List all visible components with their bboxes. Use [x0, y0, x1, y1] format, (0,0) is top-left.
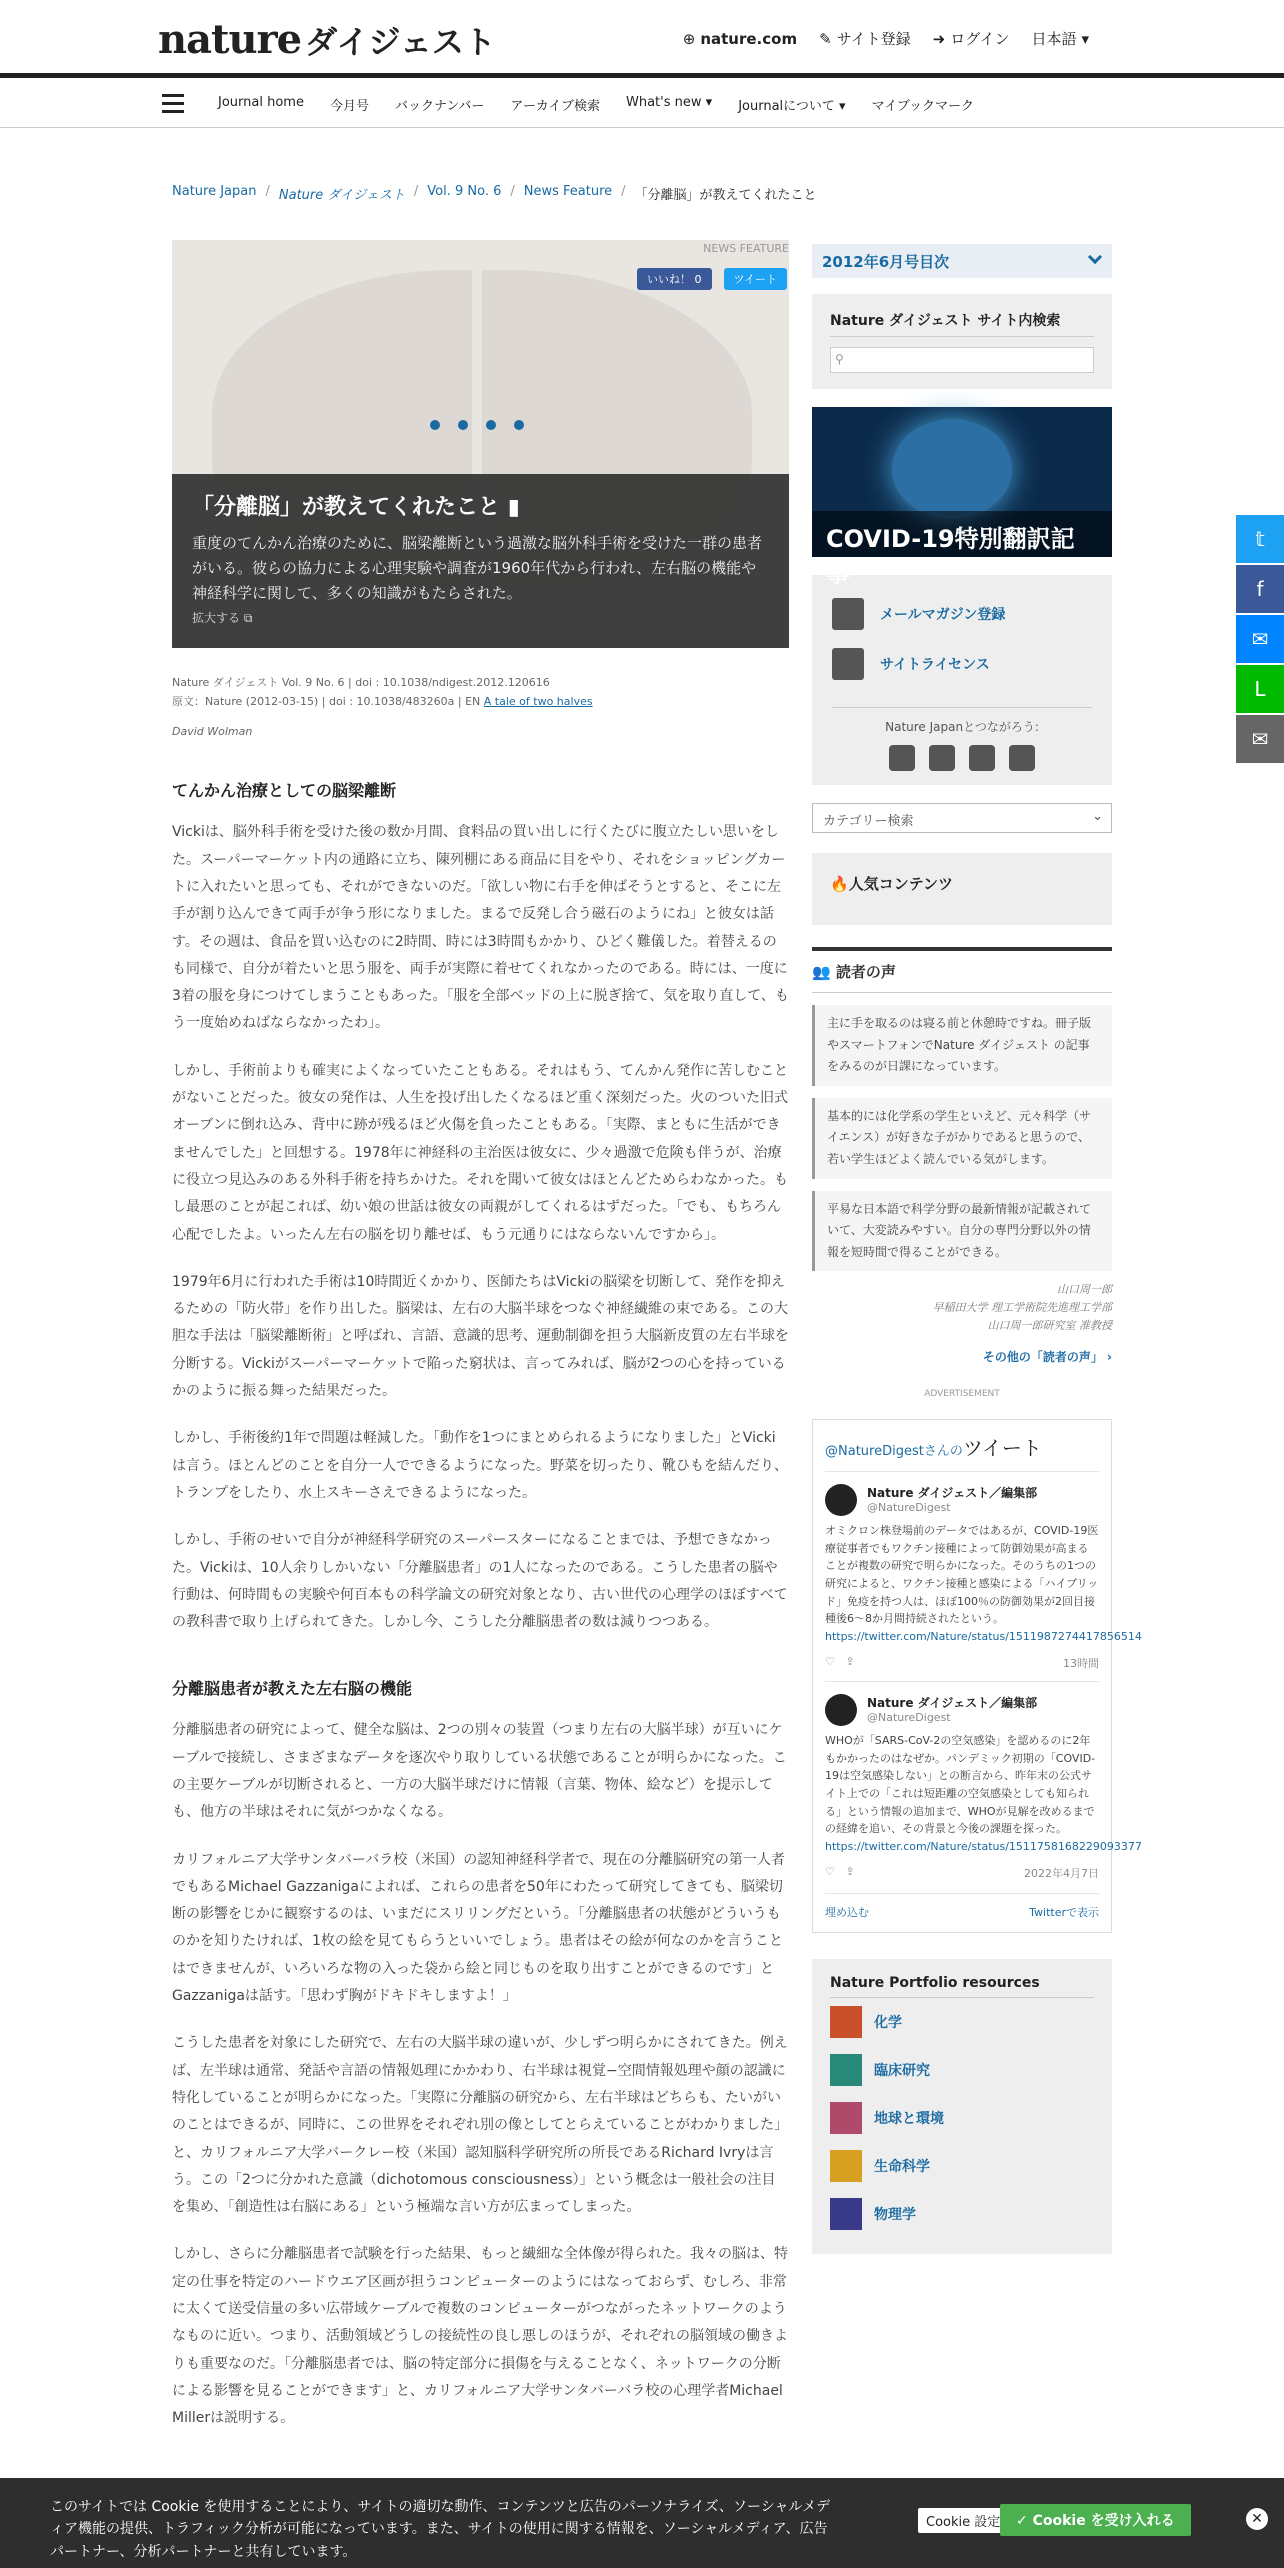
site-search: [812, 294, 1112, 389]
tweet-link[interactable]: https://twitter.com/Nature/status/1511987274417856514: [825, 1629, 1142, 1643]
view-on-twitter-link[interactable]: Twitterで表示: [1029, 1906, 1099, 1920]
earth-icon: [830, 2102, 862, 2134]
section-heading: 分離脳患者が教えた左右脳の機能: [172, 1679, 413, 1699]
hero-caption: [172, 474, 789, 648]
nav-archive-search[interactable]: アーカイブ検索: [510, 99, 600, 114]
popular-content[interactable]: 🔥人気コンテンツ: [812, 853, 1112, 925]
paragraph: 分離脳患者の研究によって、健全な脳は、2つの別々の装置（つまり左右の大脳半球）が互いにケーブルで接続し、さまざまなデータを逐次やり取りしている状態であることが明らかになった。この主要ケーブルが切断されると、一方の大脳半球だけに情報（言葉、物体、絵など）を提示しても、他方の半球はそれに気がつかなくなる。: [172, 1722, 787, 1821]
nature-portfolio-resources: [812, 1959, 1112, 2254]
messenger-share-icon[interactable]: ✉: [1236, 615, 1284, 663]
tweet-link[interactable]: https://twitter.com/Nature/status/1511758168229093377: [825, 1839, 1142, 1853]
breadcrumb-item[interactable]: Vol. 9 No. 6: [427, 184, 502, 199]
paragraph: しかし、さらに分離脳患者で試験を行った結果、もっと繊細な全体像が得られた。我々の脳は、特定の仕事を特定のハードウエア区画が担うコンピューターのようにはなっておらず、むしろ、非常に太くて送受信量の多い広帯域ケーブルで複数のコンピューターがつながったネットワークのようなものに近い。つまり、活動領域どうしの接続性の良し悪しのほうが、それぞれの脳領域の働きよりも重要なのだ。「分離脳患者では、脳の特定部分に損傷を与えることなく、ネットワークの分断による影響を見ることができます」と、カリフォルニア大学サンタバーバラ校の心理学者Michael Millerは説明する。: [172, 2246, 788, 2427]
article-body: [172, 778, 789, 2432]
nav-current-issue[interactable]: 今月号: [329, 99, 369, 114]
author: David Wolman: [172, 725, 253, 739]
paragraph: こうした患者を対象にした研究で、左右の大脳半球の違いが、少しずつ明らかにされてきた。例えば、左半球は通常、発話や言語の情報処理にかかわり、右半球は視覚−空間情報処理や顔の認識に特化していることが明らかになった。「実際に分離脳の研究から、左右半球はどちらも、たいがいのことはできるが、同時に、この世界をそれぞれ別の像としてとらえていることがわかりました」と、カリフォルニア大学バークレー校（米国）認知脳科学研究所の所長であるRichard Ivryは言う。この「2つに分かれた意識（dichotomous consciousness）」という概念は一般社会の注目を集め、「創造性は右脳にある」という極端な言い方が広まってしまった。: [172, 2035, 788, 2216]
issue-toc-toggle[interactable]: 2012年6月号目次: [812, 244, 1112, 278]
article-title: 「分離脳」が教えてくれたこと ▮: [192, 495, 520, 520]
section-heading: てんかん治療としての脳梁離断: [172, 781, 397, 801]
youtube-icon[interactable]: [969, 745, 995, 771]
search-icon: ⚲: [835, 352, 844, 366]
cookie-accept-button[interactable]: ✓ Cookie を受け入れる: [1000, 2504, 1191, 2536]
section-label: NEWS FEATURE: [703, 242, 789, 255]
article-meta: Nature ダイジェスト Vol. 9 No. 6 | doi : 10.1038/ndigest.2012.120616 原文：Nature (2012-03-15) | doi : 10.1038/483260a | EN A tale of two halves: [172, 676, 593, 708]
paragraph: しかし、手術後約1年で問題は軽減した。「動作を1つにまとめられるようになりました」とVickiは言う。ほとんどのことを自分一人でできるようになった。野菜を切ったり、靴ひもを結んだり、トランプをしたり、水上スキーさえできるようになった。: [172, 1430, 788, 1501]
reader-signature: 山口周一郎 早稲田大学 理工学術院先進理工学部 山口周一郎研究室 准教授: [932, 1283, 1112, 1332]
paragraph: Vickiは、脳外科手術を受けた後の数か月間、食料品の買い出しに行くたびに腹立たしい思いをした。スーパーマーケット内の通路に立ち、陳列棚にある商品に目をやり、それをショッピングカートに入れたいと思っても、それができないのだ。「欲しい物に右手を伸ばそうとすると、そこに左手が割り込んできて両手が争う形になりました。まるで反発し合う磁石のようにね」と彼女は話す。その週は、食品を買い込むのに2時間、時には3時間もかかり、ひどく難儀した。着替えるのも同様で、自分が着たいと思う服を、両手が実際に着せてくれなかったのである。時には、一度に3着の服を身につけてしまうこともあった。「服を全部ベッドの上に脱ぎ捨て、気を取り直して、もう一度始めねばならなかったわ」。: [172, 824, 789, 1032]
breadcrumb-item[interactable]: Nature Japan: [172, 184, 257, 199]
expand-link[interactable]: 拡大する ⧉: [192, 611, 253, 626]
cookie-settings-button[interactable]: Cookie 設定: [918, 2508, 1008, 2533]
reader-quote: 主に手を取るのは寝る前と休憩時ですね。冊子版やスマートフォンでNature ダイジェスト の記事をみるのが日課になっています。: [812, 1005, 1112, 1086]
paragraph: しかし、手術のせいで自分が神経科学研究のスーパースターになることまでは、予想できなかった。Vickiは、10人余りしかいない「分離脳患者」の1人になったのである。こうした患者の脳や行動は、何時間もの実験や何百本もの科学論文の研究対象となり、古い世代の心理学のほぼすべての教科書で取り上げられてきた。しかし今、こうした分離脳患者の数は減りつつある。: [172, 1532, 788, 1631]
site-header: [0, 0, 1284, 78]
category-select[interactable]: カテゴリー検索 ⌄: [812, 803, 1112, 833]
facebook-share-icon[interactable]: f: [1236, 565, 1284, 613]
resources-title: Nature Portfolio resources: [830, 1975, 1094, 1998]
menu-icon[interactable]: [162, 94, 184, 114]
twitter-timeline-title: @NatureDigestさんのツイート: [825, 1436, 1042, 1461]
nature-logo[interactable]: nature ダイジェスト: [158, 16, 496, 63]
site-license-link[interactable]: サイトライセンス: [832, 639, 1092, 689]
nav-journal-home[interactable]: Journal home: [218, 95, 304, 110]
life-science-icon: [830, 2150, 862, 2182]
heart-icon[interactable]: ♡: [825, 1865, 835, 1879]
twitter-share-icon[interactable]: 𝕥: [1236, 515, 1284, 563]
resource-link[interactable]: 地球と環境: [830, 2094, 1094, 2142]
reader-quote: 平易な日本語で科学分野の最新情報が記載されていて、大変読みやすい。自分の専門分野以外の情報を短時間で得ることができる。: [812, 1191, 1112, 1272]
paragraph: 1979年6月に行われた手術は10時間近くかかり、医師たちはVickiの脳梁を切断して、発作を抑えるための「防火帯」を作り出した。脳梁は、左右の大脳半球をつなぐ神経繊維の束である。この大胆な手法は「脳梁離断術」と呼ばれ、言語、意識的思考、運動制御を担う大脳新皮質の左右半球を分断する。Vickiがスーパーマーケットで陥った窮状は、言ってみれば、脳が2つの心を持っているかのように振る舞った結果だった。: [172, 1273, 789, 1400]
login-link[interactable]: ➜ ログイン: [932, 29, 1010, 48]
chevron-down-icon: ⌄: [1092, 809, 1103, 824]
resource-link[interactable]: 臨床研究: [830, 2046, 1094, 2094]
resource-link[interactable]: 物理学: [830, 2190, 1094, 2238]
tweet[interactable]: Nature ダイジェスト／編集部 @NatureDigest オミクロン株登場前のデータではあるが、COVID-19医療従事者でもワクチン接種によって防御効果が高まることが複数の研究で明らかになった。そのうちの1つの研究によると、ワクチン接種と感染による「ハイブリッド」免疫を持つ人は、ほぼ100％の防御効果が2回目接種後6〜8か月間持続されたという。 https://twitter.com/Nature/status/1511987274417856514 ♡ ⇪ 13時間: [825, 1471, 1099, 1671]
physics-icon: [830, 2198, 862, 2230]
chevron-down-icon: [1088, 250, 1102, 264]
avatar: [825, 1484, 857, 1516]
paragraph: しかし、手術前よりも確実によくなっていたこともある。それはもう、てんかん発作に苦しむことがないことだった。彼女の発作は、人生を投げ出したくなるほど重く深刻だった。火のついた旧式オーブンに倒れ込み、背中に跡が残るほど火傷を負ったこともある。「実際、まともに生活ができませんでした」と回想する。1978年に神経科の主治医は彼女に、少々過激で危険も伴うが、治療に役立つ見込みのある外科手術を持ちかけた。それを聞いて彼女はほとんどためらわなかった。もし最悪のことが起これば、幼い娘の世話は彼女の両親がしてくれるはずだった。「でも、もちろん心配でしたよ。いったん左右の脳を切り離せば、もう元通りにはならないんですから」。: [172, 1062, 788, 1243]
resource-link[interactable]: 化学: [830, 1998, 1094, 2046]
users-icon: 👥: [812, 963, 831, 981]
clinical-icon: [830, 2054, 862, 2086]
sidebar: [812, 244, 1142, 2254]
reader-voices: [812, 947, 1112, 1365]
covid-banner[interactable]: [812, 407, 1112, 588]
nav-my-bookmarks[interactable]: マイブックマーク: [871, 99, 975, 114]
fire-icon: 🔥: [830, 875, 849, 893]
share-icon[interactable]: ⇪: [845, 1865, 855, 1879]
top-links: [683, 28, 1089, 49]
nature-com-link[interactable]: ⊕ nature.com: [682, 29, 798, 48]
share-icon[interactable]: ⇪: [845, 1655, 855, 1669]
chemistry-icon: [830, 2006, 862, 2038]
twitter-icon[interactable]: [889, 745, 915, 771]
newsletter-link[interactable]: メールマガジン登録: [832, 589, 1092, 639]
avatar: [825, 1694, 857, 1726]
advertisement-label: ADVERTISEMENT: [924, 1389, 1000, 1400]
article: [172, 240, 789, 2453]
reader-voices-title: 👥 読者の声: [812, 951, 1112, 993]
breadcrumb: Nature Japan / Nature ダイジェスト / Vol. 9 No. 6 / News Feature / 「分離脳」が教えてくれたこと: [172, 184, 817, 203]
covid-banner-label: COVID-19特別翻訳記事: [812, 511, 1112, 557]
article-lead: 重度のてんかん治療のために、脳梁離断という過激な脳外科手術を受けた一群の患者がいる。彼らの協力による心理実験や調査が1960年代から行われ、左右脳の機能や神経科学に関して、多くの知識がもたらされた。: [192, 534, 763, 602]
heart-icon[interactable]: ♡: [825, 1655, 835, 1669]
breadcrumb-current: 「分離脳」が教えてくれたこと: [634, 188, 817, 203]
close-icon[interactable]: ✕: [1246, 2508, 1268, 2530]
twitter-timeline: [812, 1419, 1142, 1933]
breadcrumb-item[interactable]: News Feature: [523, 184, 613, 199]
search-input[interactable]: [830, 347, 1094, 373]
facebook-icon[interactable]: [929, 745, 955, 771]
nav-about-journal[interactable]: Journalについて ▾: [738, 99, 846, 114]
mail-icon: [832, 598, 864, 630]
carousel-dots[interactable]: [430, 420, 524, 430]
share-bar: [1236, 515, 1284, 765]
hero-image: [172, 240, 789, 648]
nav-back-numbers[interactable]: バックナンバー: [394, 99, 485, 114]
rss-icon[interactable]: [1009, 745, 1035, 771]
laptop-icon: [832, 648, 864, 680]
original-article-link[interactable]: A tale of two halves: [483, 694, 593, 708]
virus-image: [892, 419, 1012, 519]
paragraph: カリフォルニア大学サンタバーバラ校（米国）の認知神経科学者で、現在の分離脳研究の第一人者でもあるMichael Gazzanigaによれば、これらの患者を50年にわたって研究してきても、脳梁切断の影響をじかに観察するのは、いまだにスリリングだという。「分離脳患者の状態がどういうものかを知りたければ、1枚の絵を見てもらうといいでしょう。患者はその絵が何なのかを言うことはできませんが、いろいろな物の入った袋から絵と同じものを取り出すことができるのです」とGazzanigaは話す。「思わず胸がドキドキしますよ！」: [172, 1851, 785, 2005]
main-nav: [0, 80, 1284, 128]
reader-quote: 基本的には化学系の学生といえど、元々科学（サイエンス）が好きな子がかりであると思うので、若い学生ほどよく読んでいる気がします。: [812, 1098, 1112, 1179]
bookmark-icon[interactable]: ▮: [507, 495, 520, 520]
cookie-text: このサイトでは Cookie を使用することにより、サイトの適切な動作、コンテンツと広告のパーソナライズ、ソーシャルメディア機能の提供、トラフィック分析が可能になっています。また、サイトの使用に関する情報を、ソーシャルメディア、広告パートナー、分析パートナーと共有しています。: [50, 2499, 831, 2560]
email-share-icon[interactable]: ✉: [1236, 715, 1284, 763]
tweet[interactable]: Nature ダイジェスト／編集部 @NatureDigest WHOが「SARS-CoV-2の空気感染」を認めるのに2年もかかったのはなぜか。パンデミック初期の「COVID-19は空気感染しない」との断言から、昨年末の公式サイト上での「これは短距離の空気感染としても知られる」という情報の追加まで、WHOが見解を改めるまでの経緯を追い、その背景と今後の課題を探った。 https://twitter.com/Nature/status/1511758168229093377 ♡ ⇪ 2022年4月7日: [825, 1681, 1099, 1881]
register-link[interactable]: ✎ サイト登録: [819, 29, 911, 48]
nav-whats-new[interactable]: What's new ▾: [626, 95, 713, 110]
resource-link[interactable]: 生命科学: [830, 2142, 1094, 2190]
tweet-button[interactable]: ツイート: [724, 268, 787, 290]
like-button[interactable]: いいね！ 0: [637, 268, 712, 290]
breadcrumb-item[interactable]: Nature ダイジェスト: [278, 188, 405, 203]
more-voices-link[interactable]: その他の「読者の声」 ›: [982, 1350, 1112, 1365]
site-search-title: Nature ダイジェスト サイト内検索: [830, 310, 1094, 337]
language-dropdown[interactable]: 日本語 ▾: [1031, 29, 1089, 48]
line-share-icon[interactable]: L: [1236, 665, 1284, 713]
service-links: [812, 575, 1112, 785]
embed-link[interactable]: 埋め込む: [825, 1906, 869, 1920]
cookie-banner: [0, 2478, 1284, 2568]
connect-label: Nature Japanとつながろう:: [832, 707, 1092, 735]
